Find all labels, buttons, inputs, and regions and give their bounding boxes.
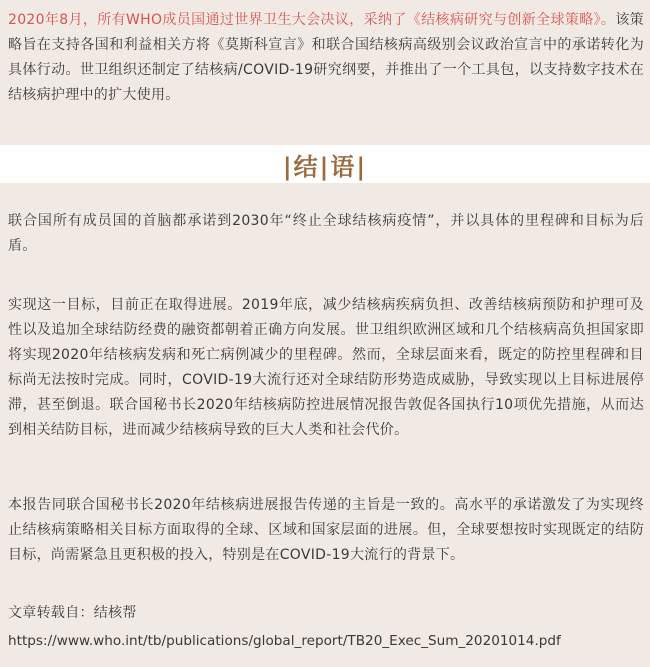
intro-text: 该策略旨在支持各国和利益相关方将《莫斯科宣言》和联合国结核病高级别会议政治宣言中的承诺转化为具体行动。世卫组织还制定了结核病/COVID-19研究纲要，并推出了一个工具包，以支持数字技术在结核病护理中的扩大使用。 — [8, 12, 644, 103]
paragraph-commitment: 联合国所有成员国的首脑都承诺到2030年“终止全球结核病疫情”，并以具体的里程碑和目标为后盾。 — [8, 213, 644, 254]
intro-paragraph — [8, 8, 644, 108]
section-title: |结|语| — [282, 152, 368, 181]
paragraph-progress: 实现这一目标，目前正在取得进展。2019年底，减少结核病疾病负担、改善结核病预防和护理可及性以及追加全球结防经费的融资都朝着正确方向发展。世卫组织欧洲区域和几个结核病高负担国家即将实现2020年结核病发病和死亡病例减少的里程碑。然而，全球层面来看，既定的防控里程碑和目标尚无法按时完成。同时，COVID-19大流行还对全球结防形势造成威胁，导致实现以上目标进展停滞，甚至倒退。联合国秘书长2020年结核病防控进展情况报告敦促各国执行10项优先措施，从而达到相关结防目标，进而减少结核病导致的巨大人类和社会代价。 — [8, 297, 644, 438]
paragraph-report: 本报告同联合国秘书长2020年结核病进展报告传递的主旨是一致的。高水平的承诺激发了为实现终止结核病策略相关目标方面取得的全球、区域和国家层面的进展。但，全球要想按时实现既定的结防目标，尚需紧急且更积极的投入，特别是在COVID-19大流行的背景下。 — [8, 497, 644, 563]
source-url[interactable]: https://www.who.int/tb/publications/global_report/TB20_Exec_Sum_20201014.pdf — [8, 633, 561, 649]
intro-highlight: 2020年8月，所有WHO成员国通过世界卫生大会决议，采纳了《结核病研究与创新全球策略》。 — [8, 12, 616, 28]
section-title-band — [0, 145, 650, 183]
source-label: 文章转载自：结核帮 — [8, 605, 137, 621]
